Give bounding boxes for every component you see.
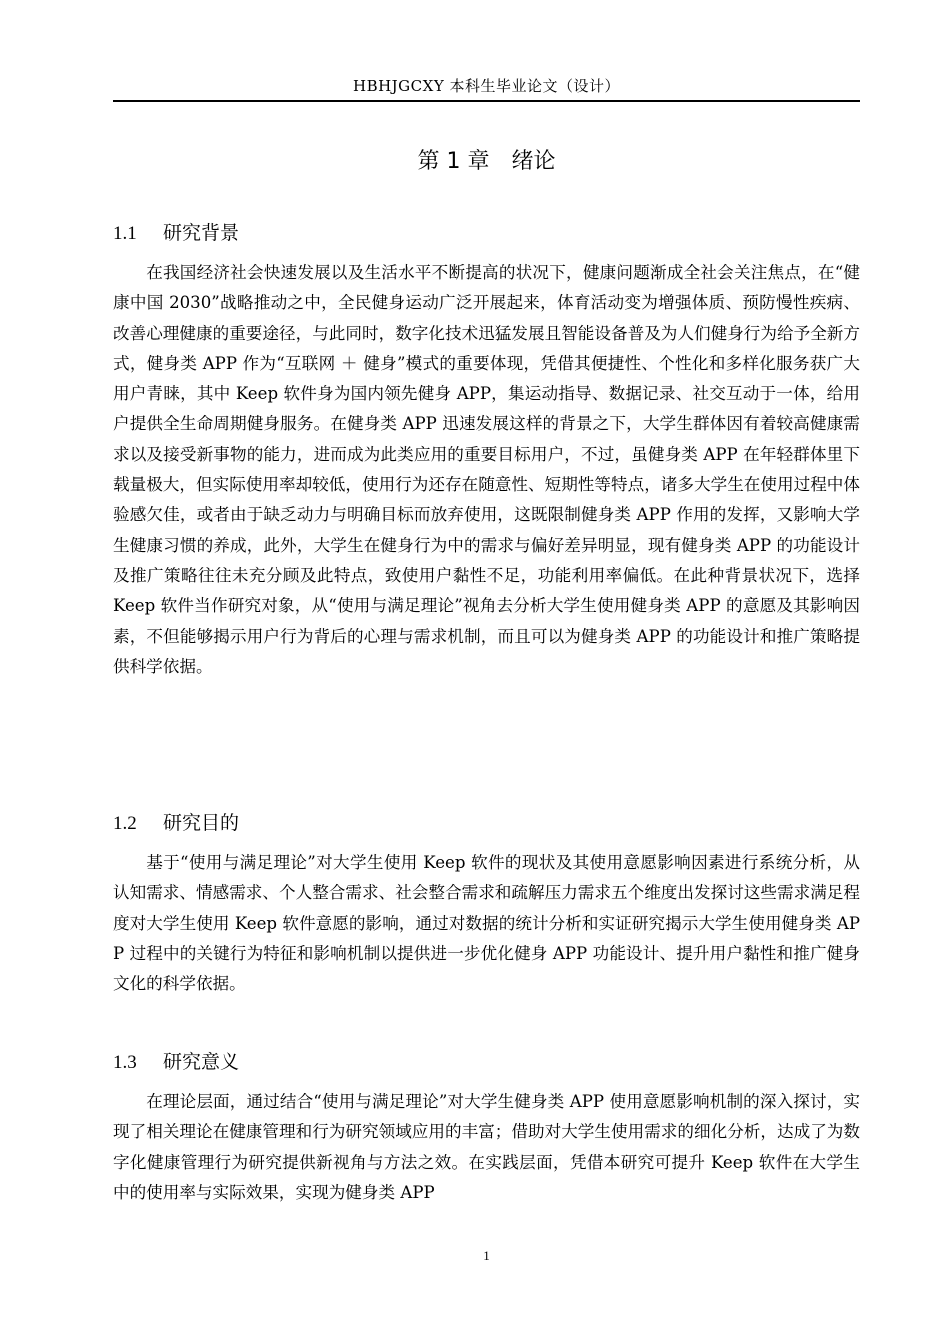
header-divider xyxy=(113,100,860,102)
section-number: 1.2 xyxy=(113,813,137,834)
page-number: 1 xyxy=(483,1248,490,1263)
section-title: 研究目的 xyxy=(163,812,240,834)
chapter-number: 第 1 章 xyxy=(417,149,490,174)
paragraph-research-background: 在我国经济社会快速发展以及生活水平不断提高的状况下，健康问题渐成全社会关注焦点，在“健康中国 2030”战略推动之中，全民健身运动广泛开展起来，体育活动变为增强体质、预防慢性疾病、改善心理健康的重要途径，与此同时，数字化技术迅猛发展且智能设备普及为人们健身行为给予全新方式，健身类 APP 作为“互联网 ＋ 健身”模式的重要体现，凭借其便捷性、个性化和多样化服务获广大用户青睐，其中 Keep 软件身为国内领先健身 APP，集运动指导、数据记录、社交互动于一体，给用户提供全生命周期健身服务。在健身类 APP 迅速发展这样的背景之下，大学生群体因有着较高健康需求以及接受新事物的能力，进而成为此类应用的重要目标用户，不过，虽健身类 APP 在年轻群体里下载量极大，但实际使用率却较低，使用行为还存在随意性、短期性等特点，诸多大学生在使用过程中体验感欠佳，或者由于缺乏动力与明确目标而放弃使用，这既限制健身类 APP 作用的发挥，又影响大学生健康习惯的养成，此外，大学生在健身行为中的需求与偏好差异明显，现有健身类 APP 的功能设计及推广策略往往未充分顾及此特点，致使用户黏性不足，功能利用率偏低。在此种背景状况下，选择 Keep 软件当作研究对象，从“使用与满足理论”视角去分析大学生使用健身类 APP 的意愿及其影响因素，不但能够揭示用户行为背后的心理与需求机制，而且可以为健身类 APP 的功能设计和推广策略提供科学依据。 xyxy=(113,263,860,676)
section-number: 1.1 xyxy=(113,223,137,244)
section-heading-1-2 xyxy=(113,809,239,838)
section-title: 研究意义 xyxy=(163,1051,240,1073)
section-number: 1.3 xyxy=(113,1052,137,1073)
chapter-name: 绪论 xyxy=(511,149,556,174)
section-heading-1-3 xyxy=(113,1048,239,1077)
section-heading-1-1 xyxy=(113,219,239,248)
section-title: 研究背景 xyxy=(163,222,240,244)
running-header: HBHJGCXY 本科生毕业论文（设计） xyxy=(352,77,620,95)
chapter-title xyxy=(113,146,860,178)
paragraph-research-purpose: 基于“使用与满足理论”对大学生使用 Keep 软件的现状及其使用意愿影响因素进行系统分析，从认知需求、情感需求、个人整合需求、社会整合需求和疏解压力需求五个维度出发探讨这些需求满足程度对大学生使用 Keep 软件意愿的影响，通过对数据的统计分析和实证研究揭示大学生使用健身类 APP 过程中的关键行为特征和影响机制以提供进一步优化健身 APP 功能设计、提升用户黏性和推广健身文化的科学依据。 xyxy=(113,853,860,994)
paragraph-research-significance: 在理论层面，通过结合“使用与满足理论”对大学生健身类 APP 使用意愿影响机制的深入探讨，实现了相关理论在健康管理和行为研究领域应用的丰富；借助对大学生使用需求的细化分析，达成了为数字化健康管理行为研究提供新视角与方法之效。在实践层面，凭借本研究可提升 Keep 软件在大学生中的使用率与实际效果，实现为健身类 APP xyxy=(113,1092,860,1202)
